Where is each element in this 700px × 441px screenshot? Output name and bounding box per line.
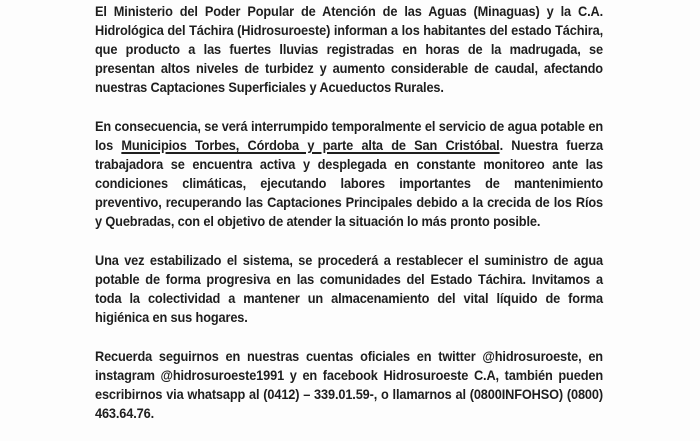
affected-municipalities-underlined-text: Municipios Torbes, Córdoba y parte alta de San Cristóbal: [121, 137, 500, 153]
paragraph-2-rest: . Nuestra fuerza trabajadora se encuentra activa y desplegada en constante monitoreo ante las condiciones climáticas, ejecutando labores importantes de mantenimiento preventivo, recuperando las Captaciones Principales debido a la crecida de los Ríos y Quebradas, con el objetivo de atender la situación lo más pronto posible.: [95, 137, 603, 229]
announcement-paragraph-2: [95, 117, 603, 231]
announcement-body: [95, 2, 603, 423]
announcement-paragraph-1: El Ministerio del Poder Popular de Atención de las Aguas (Minaguas) y la C.A. Hidrológica del Táchira (Hidrosuroeste) informan a los habitantes del estado Táchira, que producto a las fuertes lluvias registradas en horas de la madrugada, se presentan altos niveles de turbidez y aumento considerable de caudal, afectando nuestras Captaciones Superficiales y Acueductos Rurales.: [95, 3, 603, 95]
announcement-paragraph-3: Una vez estabilizado el sistema, se procederá a restablecer el suministro de agua potable de forma progresiva en las comunidades del Estado Táchira. Invitamos a toda la colectividad a mantener un almacenamiento del vital líquido de forma higiénica en sus hogares.: [95, 252, 603, 325]
paragraph-2-lead: En consecuencia, se verá interrumpido temporalmente el servicio de agua potable en los: [95, 118, 603, 153]
announcement-paragraph-4: Recuerda seguirnos en nuestras cuentas oficiales en twitter @hidrosuroeste, en instagram @hidrosuroeste1991 y en facebook Hidrosuroeste C.A, también pueden escribirnos via whatsapp al (0412) – 339.01.59-, o llamarnos al (0800INFOHSO) (0800) 463.64.76.: [95, 348, 603, 421]
